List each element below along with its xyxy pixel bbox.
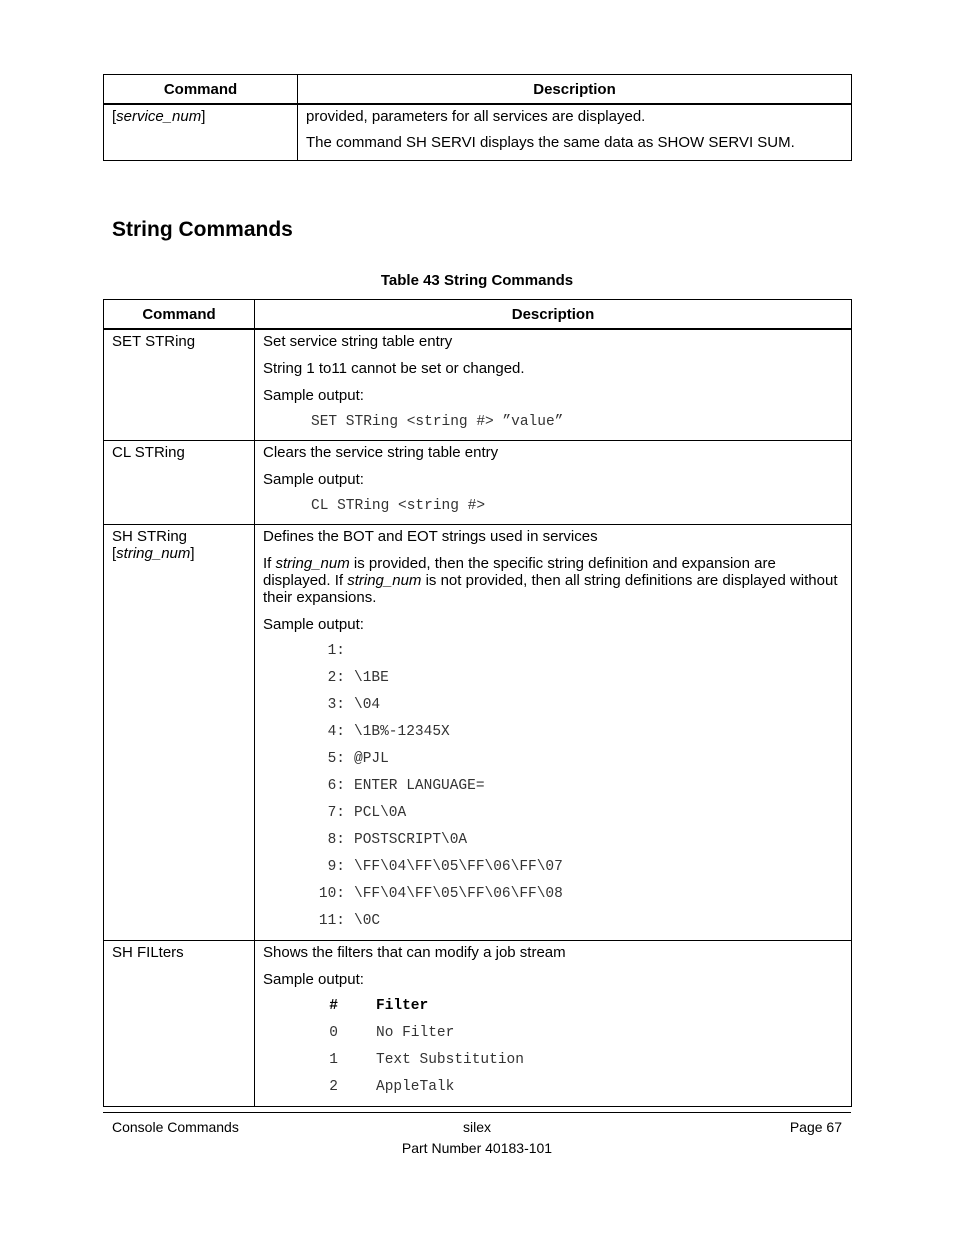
string-line-number: 10: [318,886,345,902]
col-header-command: Command [104,75,298,105]
filter-header-num: # [329,998,338,1014]
filter-number: 1 [329,1052,338,1068]
description-text: If string_num is provided, then the specific string definition and expansion are displayed. If string_num is not provided, then all string definitions are displayed without their expansions. [263,555,838,606]
filter-name: AppleTalk [376,1079,455,1095]
footer-part-number: Part Number 40183-101 [401,1140,553,1156]
filter-row [263,1025,843,1052]
description-text: Defines the BOT and EOT strings used in services [263,528,598,545]
string-line-value: PCL\0A [354,805,407,821]
description-text: Set service string table entry [263,333,453,350]
string-line [263,886,843,913]
filter-row [263,1079,843,1106]
string-line-number: 8: [327,832,345,848]
string-line-number: 5: [327,751,345,767]
param-service-num: service_num [116,108,202,125]
col-header-description: Description [255,300,852,330]
command-cell: SH STRing [string_num] [104,525,255,941]
footer-center: silex [462,1119,491,1135]
sample-label: Sample output: [263,471,364,488]
filter-header-row [263,998,843,1025]
string-line-number: 11: [318,913,345,929]
description-cell [255,329,852,441]
string-line [263,832,843,859]
footer-page-number: Page 67 [789,1119,842,1135]
string-line-number: 9: [327,859,345,875]
command-cell: SET STRing [104,329,255,441]
command-cell: [service_num] [104,104,298,161]
string-line-value: @PJL [354,751,389,767]
string-line-value: \FF\04\FF\05\FF\06\FF\08 [354,886,563,902]
description-line: provided, parameters for all services are displayed. [306,108,646,125]
string-line-value [345,643,354,670]
command-cell: SH FILters [104,941,255,1107]
string-line-number: 2: [327,670,345,686]
string-line [263,913,843,940]
string-line-number: 6: [327,778,345,794]
string-line [263,643,843,670]
string-line [263,859,843,886]
command-name: SH STRing [112,528,188,545]
section-title: String Commands [112,218,293,241]
string-line-number: 7: [327,805,345,821]
string-line [263,805,843,832]
string-line [263,697,843,724]
string-line [263,778,843,805]
description-cell [255,525,852,941]
col-header-command: Command [104,300,255,330]
string-line-number: 4: [327,724,345,740]
continued-command-table [103,74,852,161]
sample-label: Sample output: [263,616,364,633]
sample-label: Sample output: [263,387,364,404]
description-text: String 1 to11 cannot be set or changed. [263,360,525,377]
param-string-num: string_num [116,545,191,562]
string-line [263,724,843,751]
string-line [263,670,843,697]
description-text: Shows the filters that can modify a job stream [263,944,566,961]
filter-header-name: Filter [376,998,429,1014]
filter-number: 2 [329,1079,338,1095]
sample-label: Sample output: [263,971,364,988]
string-commands-table [103,299,852,1107]
description-cell [298,104,852,161]
string-line-value: \FF\04\FF\05\FF\06\FF\07 [354,859,563,875]
footer-left: Console Commands [112,1119,239,1135]
sample-code: SET STRing <string #> ”value” [311,414,564,430]
string-line-number: 3: [327,697,345,713]
description-cell [255,441,852,525]
filter-name: Text Substitution [376,1052,524,1068]
sample-code: CL STRing <string #> [311,498,486,514]
string-line-value: \1BE [354,670,389,686]
filter-list [263,998,843,1106]
string-line-value: ENTER LANGUAGE= [354,778,485,794]
description-line: The command SH SERVI displays the same data as SHOW SERVI SUM. [306,134,795,151]
col-header-description: Description [298,75,852,105]
string-line-value: \04 [354,697,381,713]
string-line-value: POSTSCRIPT\0A [354,832,468,848]
string-list [263,643,843,940]
filter-row [263,1052,843,1079]
string-line-value: \1B%-12345X [354,724,450,740]
description-text: Clears the service string table entry [263,444,499,461]
filter-name: No Filter [376,1025,455,1041]
string-line-value: \0C [354,913,381,929]
filter-number: 0 [329,1025,338,1041]
footer-divider [103,1112,851,1113]
string-line-number: 1: [327,643,345,659]
command-cell: CL STRing [104,441,255,525]
description-cell [255,941,852,1107]
string-line [263,751,843,778]
table-caption: Table 43 String Commands [380,272,574,289]
